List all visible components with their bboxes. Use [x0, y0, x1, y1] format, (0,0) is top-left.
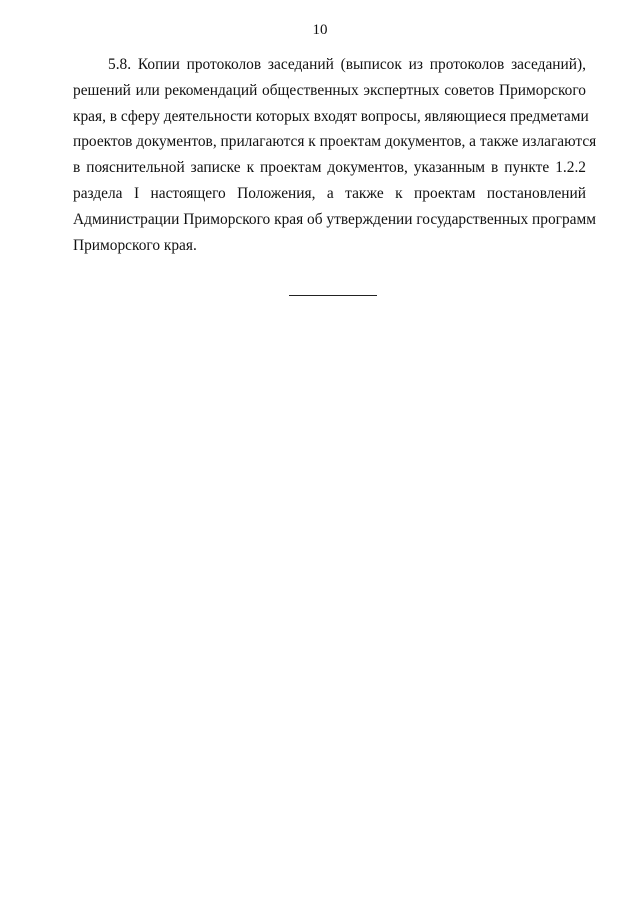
- end-of-document-rule: [289, 295, 377, 296]
- paragraph-line: в пояснительной записке к проектам документов, указанным в пункте 1.2.2: [73, 159, 586, 177]
- paragraph-line: Администрации Приморского края об утверждении государственных программ: [73, 210, 596, 228]
- paragraph-line: Приморского края.: [73, 236, 197, 254]
- paragraph-line: раздела I настоящего Положения, а также к проектам постановлений: [73, 184, 586, 202]
- paragraph-line: решений или рекомендаций общественных экспертных советов Приморского: [73, 81, 586, 99]
- section-5-8-paragraph: [73, 52, 597, 258]
- paragraph-line: края, в сферу деятельности которых входят вопросы, являющиеся предметами: [73, 107, 589, 125]
- paragraph-line: проектов документов, прилагаются к проектам документов, а также излагаются: [73, 133, 597, 151]
- page-number: 10: [312, 22, 328, 38]
- paragraph-line: 5.8. Копии протоколов заседаний (выписок из протоколов заседаний),: [108, 56, 586, 73]
